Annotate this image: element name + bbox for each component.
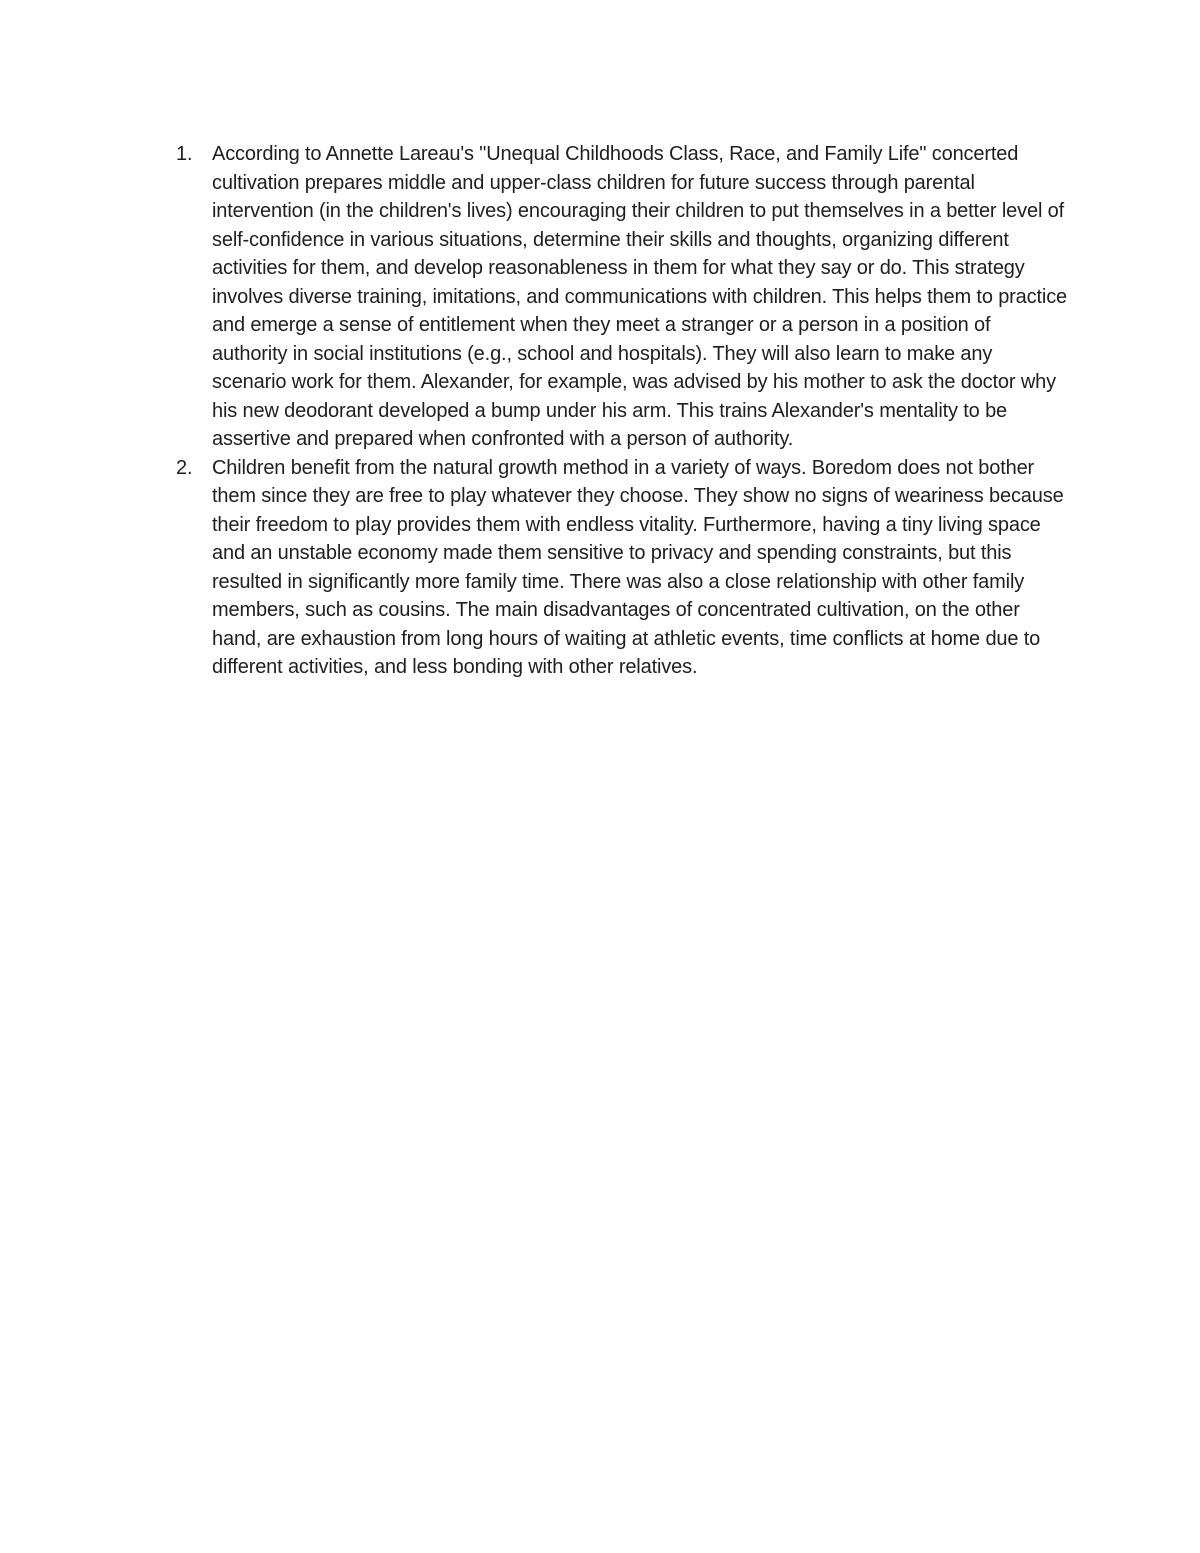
- list-item-number: 2.: [176, 456, 193, 479]
- list-item: [170, 454, 1070, 682]
- list-item-text: According to Annette Lareau's "Unequal Childhoods Class, Race, and Family Life" concerted cultivation prepares middle and upper-class children for future success through parental intervention (in the children's lives) encouraging their children to put themselves in a better level of self-confidence in various situations, determine their skills and thoughts, organizing different activities for them, and develop reasonableness in them for what they say or do. This strategy involves diverse training, imitations, and communications with children. This helps them to practice and emerge a sense of entitlement when they meet a stranger or a person in a position of authority in social institutions (e.g., school and hospitals). They will also learn to make any scenario work for them. Alexander, for example, was advised by his mother to ask the doctor why his new deodorant developed a bump under his arm. This trains Alexander's mentality to be assertive and prepared when confronted with a person of authority.: [212, 143, 1068, 450]
- list-item-text: Children benefit from the natural growth method in a variety of ways. Boredom does not bother them since they are free to play whatever they choose. They show no signs of weariness because their freedom to play provides them with endless vitality. Furthermore, having a tiny living space and an unstable economy made them sensitive to privacy and spending constraints, but this resulted in significantly more family time. There was also a close relationship with other family members, such as cousins. The main disadvantages of concentrated cultivation, on the other hand, are exhaustion from long hours of waiting at athletic events, time conflicts at home due to different activities, and less bonding with other relatives.: [212, 456, 1064, 678]
- list-item-number: 1.: [176, 143, 193, 165]
- numbered-answer-list: [170, 140, 1070, 682]
- list-item: [170, 140, 1070, 454]
